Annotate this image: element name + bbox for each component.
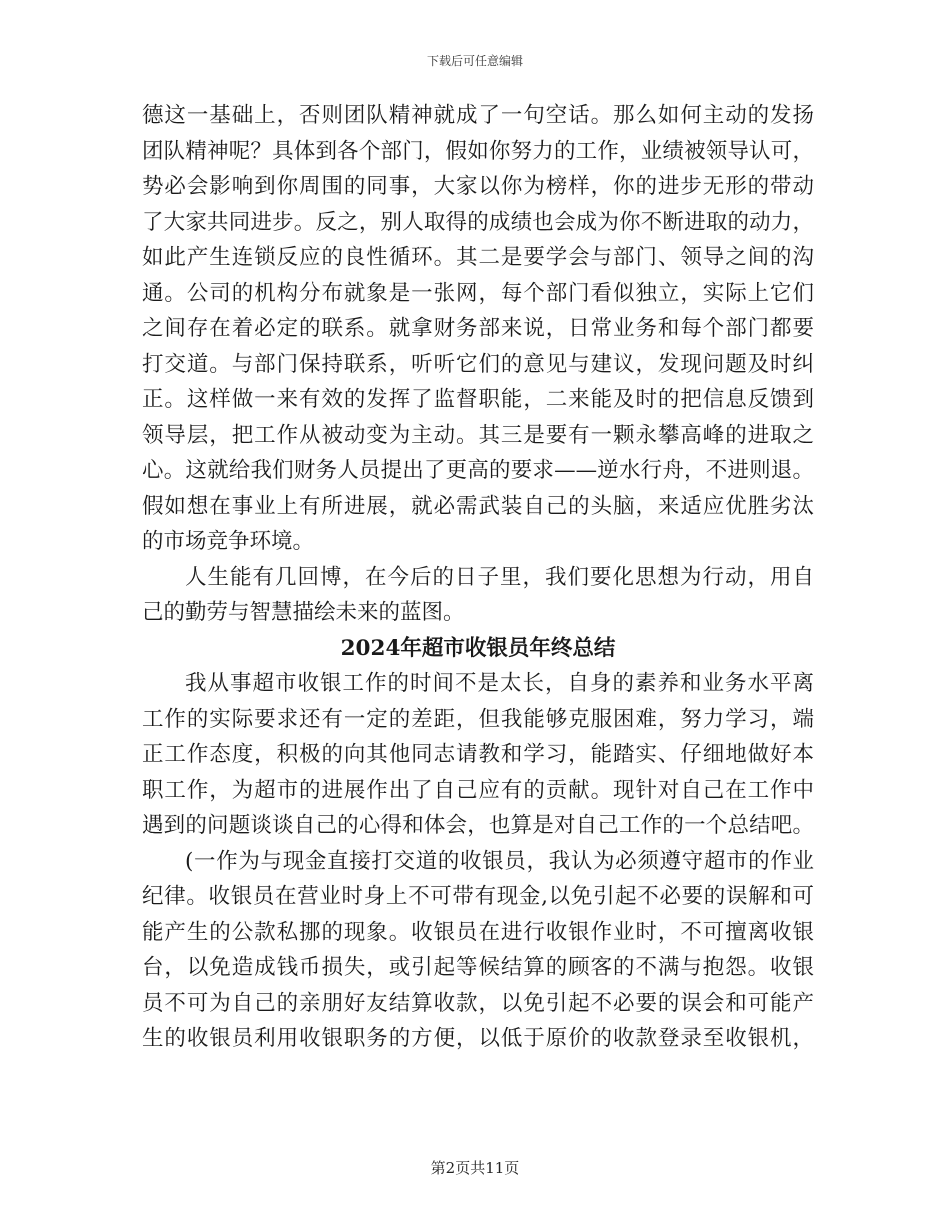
text-line: 心。这就给我们财务人员提出了更高的要求——逆水行舟，不进则退。 (142, 458, 814, 483)
text-line: 遇到的问题谈谈自己的心得和体会，也算是对自己工作的一个总结吧。 (142, 813, 814, 838)
text-line: 正工作态度，积极的向其他同志请教和学习，能踏实、仔细地做好本 (142, 742, 814, 767)
text-line: 打交道。与部门保持联系，听听它们的意见与建议，发现问题及时纠 (142, 351, 814, 377)
paragraph-closing (142, 560, 814, 631)
text-line: 纪律。收银员在营业时身上不可带有现金,以免引起不必要的误解和可 (142, 884, 814, 909)
paragraph-intro (142, 666, 814, 844)
text-line: 工作的实际要求还有一定的差距，但我能够克服困难，努力学习，端 (142, 706, 814, 732)
text-line: 能产生的公款私挪的现象。收银员在进行收银作业时，不可擅离收银 (142, 919, 814, 945)
text-line: 正。这样做一来有效的发挥了监督职能，二来能及时的把信息反馈到 (142, 387, 814, 412)
text-line: 德这一基础上，否则团队精神就成了一句空话。那么如何主动的发扬 (142, 103, 814, 128)
text-line: 生的收银员利用收银职务的方便，以低于原价的收款登录至收银机， (142, 1026, 814, 1051)
text-line: 职工作，为超市的进展作出了自己应有的贡献。现针对自己在工作中 (142, 777, 814, 803)
page-number: 第2页共11页 (430, 1159, 520, 1177)
text-line: 的市场竞争环境。 (142, 529, 315, 554)
paragraph-continuation (142, 98, 814, 560)
text-line: 人生能有几回博，在今后的日子里，我们要化思想为行动，用自 (185, 564, 814, 590)
text-line: 势必会影响到你周围的同事，大家以你为榜样，你的进步无形的带动 (142, 174, 814, 199)
text-line: 员不可为自己的亲朋好友结算收款，以免引起不必要的误会和可能产 (142, 990, 814, 1016)
text-line: 领导层，把工作从被动变为主动。其三是要有一颗永攀高峰的进取之 (142, 422, 814, 448)
text-line: 台，以免造成钱币损失，或引起等候结算的顾客的不满与抱怨。收银 (142, 955, 814, 980)
text-line: 如此产生连锁反应的良性循环。其二是要学会与部门、领导之间的沟 (142, 245, 814, 270)
text-line: 了大家共同进步。反之，别人取得的成绩也会成为你不断进取的动力， (142, 209, 814, 235)
text-line: 之间存在着必定的联系。就拿财务部来说，日常业务和每个部门都要 (142, 316, 814, 341)
page-header-note: 下载后可任意编辑 (426, 54, 523, 68)
text-line: 通。公司的机构分布就象是一张网，每个部门看似独立，实际上它们 (142, 280, 814, 306)
text-line: 假如想在事业上有所进展，就必需武装自己的头脑，来适应优胜劣汰 (142, 493, 814, 519)
text-line: 己的勤劳与智慧描绘未来的蓝图。 (142, 600, 465, 625)
text-line: 我从事超市收银工作的时间不是太长，自身的素养和业务水平离 (185, 671, 814, 696)
paragraph-discipline (142, 844, 814, 1057)
text-line: 团队精神呢？具体到各个部门，假如你努力的工作，业绩被领导认可， (142, 138, 814, 164)
section-title: 2024年超市收银员年终总结 (340, 635, 616, 661)
document-body (142, 98, 814, 1057)
text-line: (一作为与现金直接打交道的收银员，我认为必须遵守超市的作业 (185, 848, 814, 874)
